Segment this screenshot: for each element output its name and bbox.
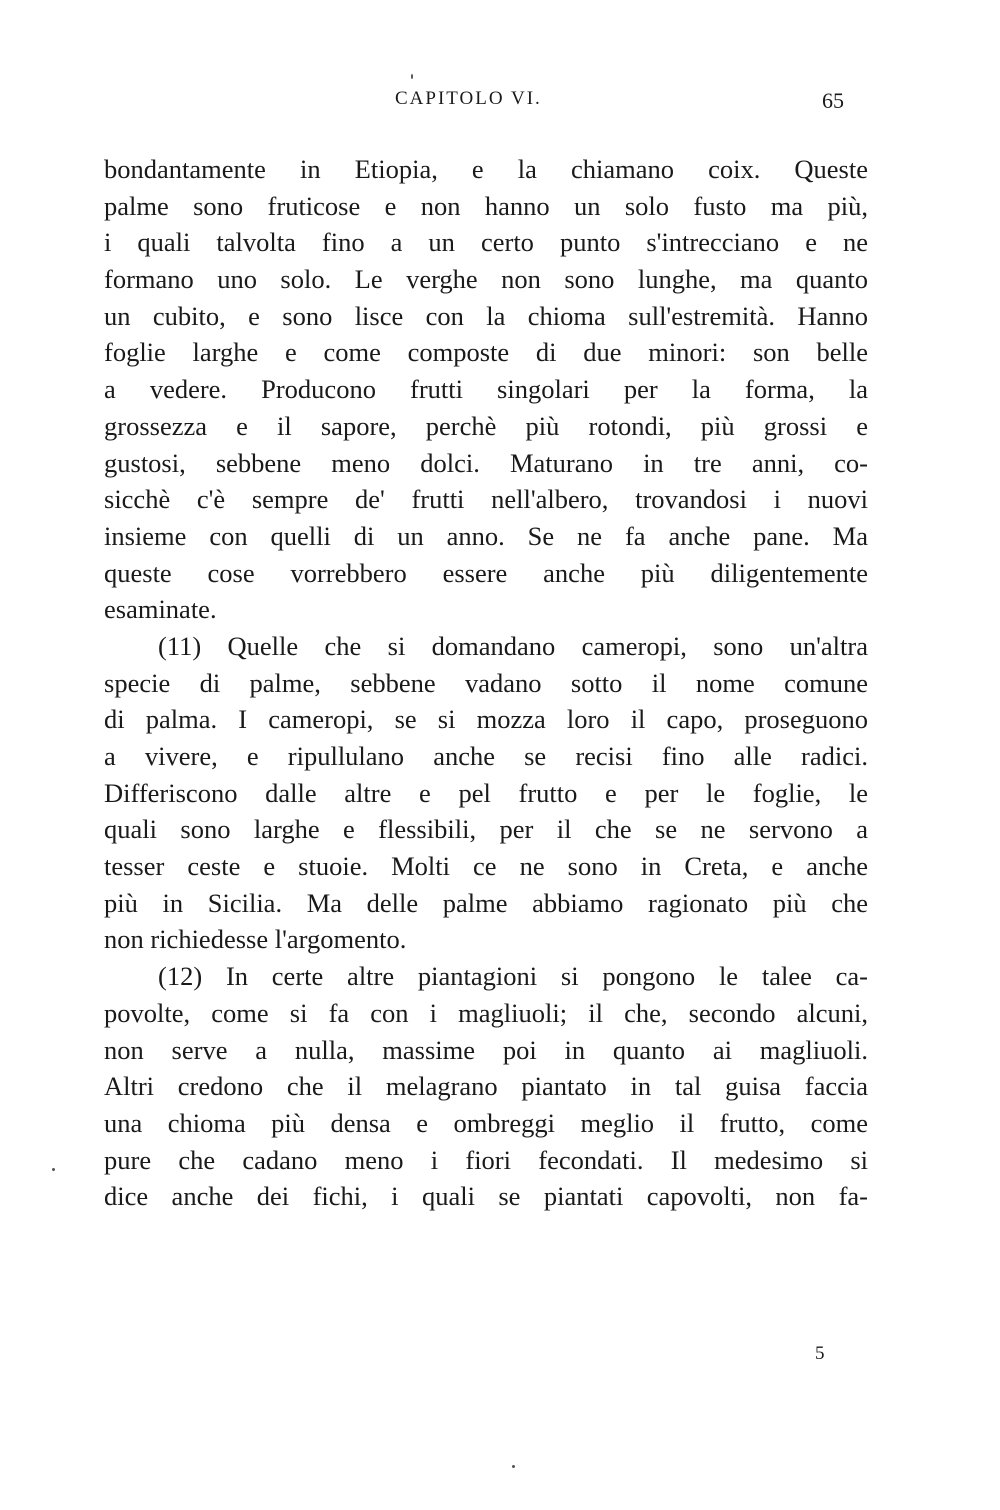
text-line: Differiscono dalle altre e pel frutto e per le foglie, le	[104, 777, 868, 808]
text-line: Altri credono che il melagrano piantato in tal guisa faccia	[104, 1071, 868, 1102]
text-line: palme sono fruticose e non hanno un solo fusto ma più,	[104, 190, 868, 221]
text-line: i quali talvolta fino a un certo punto s'intrecciano e ne	[104, 227, 868, 258]
text-line: quali sono larghe e flessibili, per il che se ne servono a	[104, 814, 868, 845]
text-line: più in Sicilia. Ma delle palme abbiamo ragionato più che	[104, 887, 868, 918]
page-number: 65	[822, 88, 844, 113]
running-head: CAPITOLO VI.	[395, 88, 542, 109]
text-line: formano uno solo. Le verghe non sono lunghe, ma quanto	[104, 264, 868, 295]
text-line: a vivere, e ripullulano anche se recisi fino alle radici.	[104, 741, 868, 771]
print-speck	[411, 74, 413, 79]
text-line: sicchè c'è sempre de' frutti nell'albero, trovandosi i nuovi	[104, 484, 868, 515]
paragraph-start-line: (12) In certe altre piantagioni si pongono le talee ca-	[158, 961, 868, 992]
text-line: di palma. I cameropi, se si mozza loro il capo, proseguono	[104, 704, 868, 735]
text-line: insieme con quelli di un anno. Se ne fa anche pane. Ma	[104, 520, 868, 551]
text-line: gustosi, sebbene meno dolci. Maturano in tre anni, co-	[104, 447, 868, 478]
text-line: foglie larghe e come composte di due minori: son belle	[104, 337, 868, 368]
paragraph-start-line: (11) Quelle che si domandano cameropi, sono un'altra	[158, 630, 868, 661]
text-line: dice anche dei fichi, i quali se piantati capovolti, non fa-	[104, 1181, 868, 1212]
body-text	[104, 151, 868, 1215]
text-line: esaminate.	[104, 594, 217, 625]
text-line: una chioma più densa e ombreggi meglio il frutto, come	[104, 1107, 868, 1138]
text-line: grossezza e il sapore, perchè più rotondi, più grossi e	[104, 410, 868, 441]
text-line: non richiedesse l'argomento.	[104, 924, 407, 955]
print-speck	[512, 1465, 515, 1468]
text-line: tesser ceste e stuoie. Molti ce ne sono in Creta, e anche	[104, 851, 868, 882]
print-speck	[52, 1168, 55, 1171]
text-line: povolte, come si fa con i magliuoli; il che, secondo alcuni,	[104, 997, 868, 1028]
text-line: specie di palme, sebbene vadano sotto il nome comune	[104, 667, 868, 698]
text-line: a vedere. Producono frutti singolari per la forma, la	[104, 374, 868, 405]
text-line: queste cose vorrebbero essere anche più diligentemente	[104, 557, 868, 588]
signature-mark: 5	[815, 1343, 825, 1364]
text-line: pure che cadano meno i fiori fecondati. Il medesimo si	[104, 1144, 868, 1175]
text-line: non serve a nulla, massime poi in quanto ai magliuoli.	[104, 1034, 868, 1065]
text-line: bondantamente in Etiopia, e la chiamano coix. Queste	[104, 154, 868, 184]
text-line: un cubito, e sono lisce con la chioma sull'estremità. Hanno	[104, 300, 868, 331]
